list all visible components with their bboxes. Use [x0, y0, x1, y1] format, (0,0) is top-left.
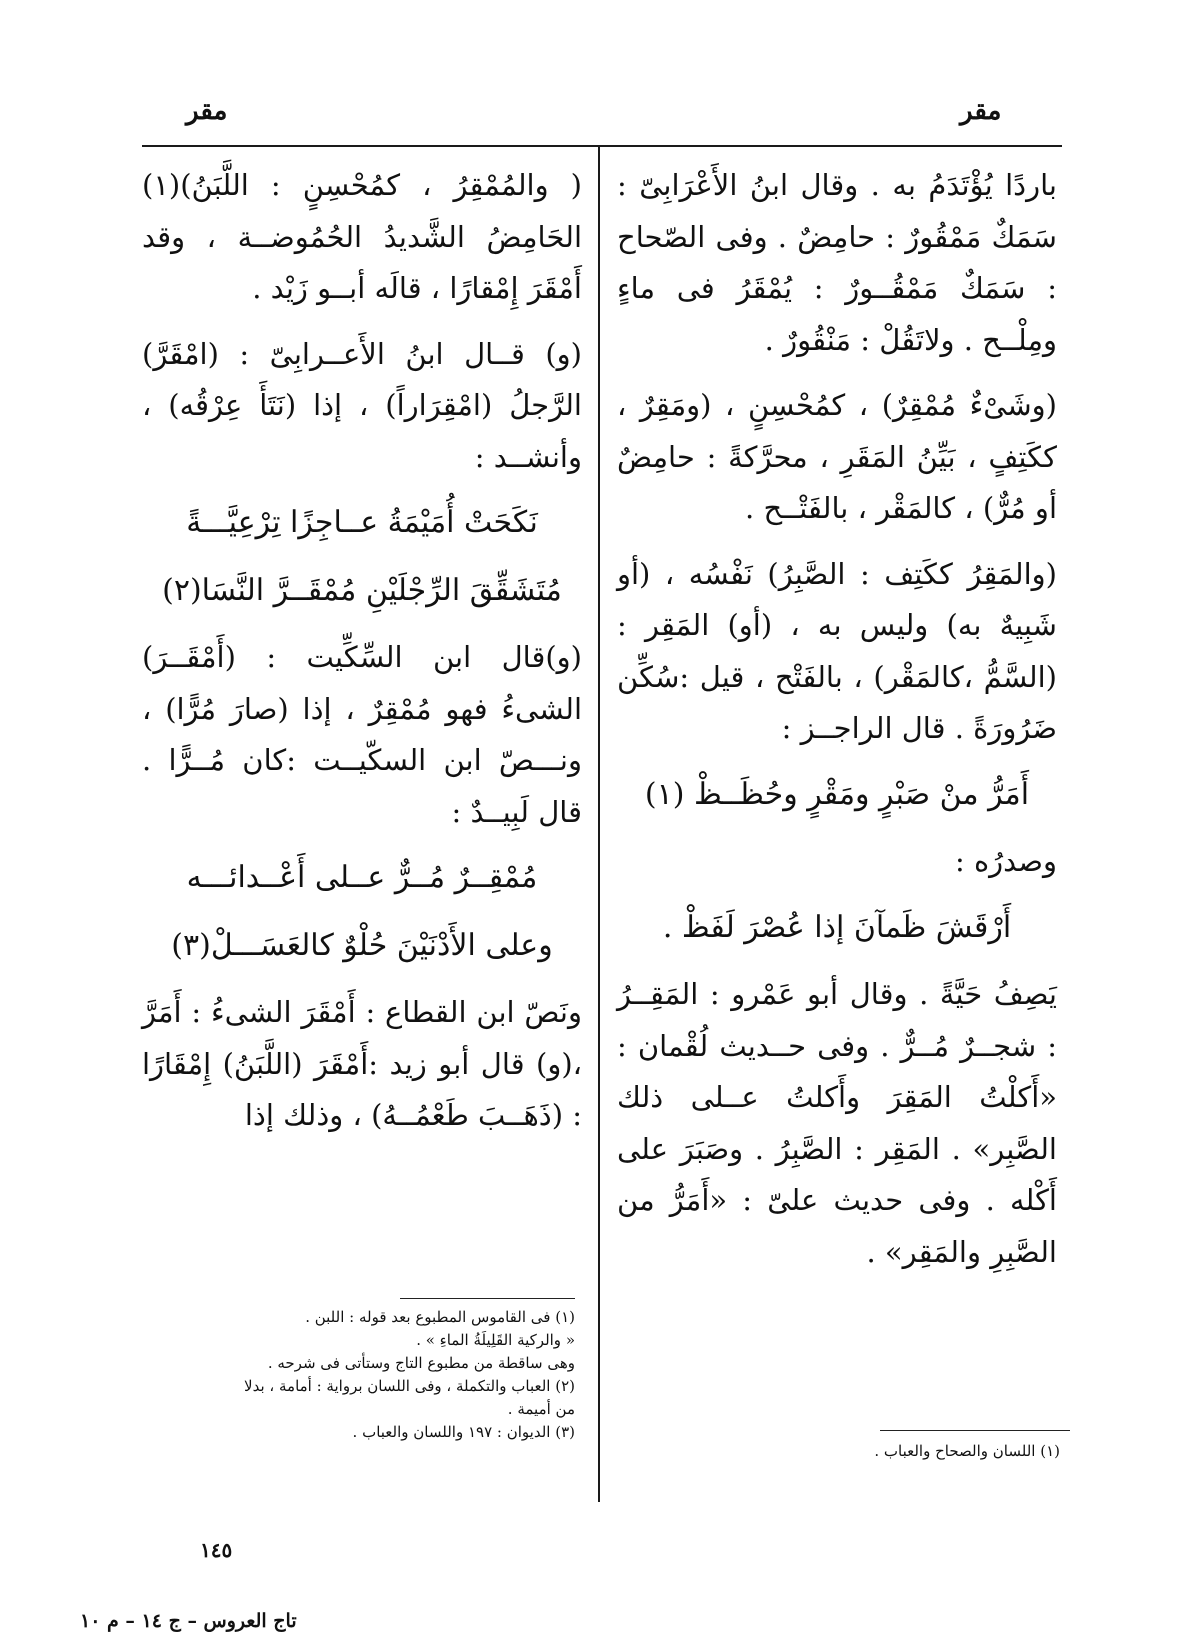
left-column [142, 160, 582, 1156]
right-verse-1: أَمَرُّ منْ صَبْرٍ ومَقْرٍ وحُظَــظْ (١) [644, 776, 1030, 812]
footnotes-left [142, 1306, 575, 1444]
right-paragraph-3: (والمَقِرُ ككَتِف : الصَّبِرُ) نَفْسُه ، (أو شَبِيهٌ به) وليس به ، (أو) المَقِر : (السَّمُّ ،كالمَقْر) ، بالفَتْح ، قيل :سُكِّن ضَرُورَةً . قال الراجــز : [617, 556, 1057, 745]
footnote-right-1: (١) اللسان والصحاح والعباب . [874, 1442, 1060, 1460]
volume-signature: تاج العروس – ج ١٤ – م ١٠ [80, 1610, 297, 1632]
left-verse-1b: مُتَشَقِّقَ الرِّجْلَيْنِ مُمْقَــرَّ النَّسَا(٢) [162, 572, 562, 608]
left-verse-1a: نَكَحَتْ أُمَيْمَةُ عــاجِزًا تِرْعِيَّـــةً [186, 505, 538, 540]
footnote-rule-left [400, 1298, 575, 1299]
right-verse-2: أَرْقَشَ ظَمآنَ إذا عُصْرَ لَفَظْ . [662, 909, 1012, 945]
right-column [617, 160, 1057, 1292]
footnotes-right [760, 1440, 1060, 1463]
footnote-rule-right [880, 1430, 1070, 1431]
left-verse-2b: وعلى الأَدْنَيْنَ حُلْوٌ كالعَسَـــلْ(٣) [171, 927, 553, 963]
running-head-right: مقر [960, 96, 1002, 126]
footnote-left-3: (٣) الديوان : ١٩٧ واللسان والعباب . [352, 1423, 575, 1441]
footnote-left-2: (٢) العباب والتكملة ، وفى اللسان برواية : أمامة ، بدلا [244, 1377, 575, 1395]
right-closing-paragraph: يَصِفُ حَيَّةً . وقال أبو عَمْرو : المَقِــرُ : شجــرٌ مُــرٌّ . وفى حــديث لُقْمان : «أَكلْتُ المَقِرَ وأَكلتُ عــلى ذلك الصَّبِر» . المَقِر : الصَّبِرُ . وصَبَرَ على أَكْله . وفى حديث علىّ : «أَمَرُّ من الصَّبِرِ والمَقِر» . [617, 977, 1057, 1269]
left-paragraph-2: (و) قــال ابنُ الأَعــرابِىّ : (امْقَرَّ) الرَّجلُ (امْقِرَاراً) ، إذا (نَتَأَ عِرْقُه) ، وأنشــد : [142, 336, 582, 474]
column-divider [598, 147, 600, 1502]
left-verse-2a: مُمْقِــرٌ مُــرٌّ عــلى أَعْــدائـــه [186, 860, 538, 895]
footnote-left-2-cont: من أميمة . [507, 1400, 575, 1418]
footnote-left-1-note: وهى ساقطة من مطبوع التاج وستأتى فى شرحه . [267, 1354, 575, 1372]
right-paragraph-1: باردًا يُؤْتَدَمُ به . وقال ابنُ الأَعْرَابِىّ : سَمَكٌ مَمْقُورٌ : حامِضٌ . وفى الصّحاح : سَمَكٌ مَمْقُــورٌ : يُمْقَرُ فى ماءٍ ومِلْــح . ولاتَقُلْ : مَنْقُورٌ . [617, 168, 1057, 357]
footnote-left-1: (١) فى القاموس المطبوع بعد قوله : اللبن . [305, 1308, 575, 1326]
left-middle-paragraph: (و)قال ابن السِّكِّيت : (أَمْقَــرَ) الشىءُ فهو مُمْقِرٌ ، إذا (صارَ مُرًّا) ، ونـــصّ ابن السكّيــت :كان مُــرًّا . قال لَبِيــدٌ : [142, 640, 582, 829]
left-closing-paragraph: ونَصّ ابن القطاع : أَمْقَرَ الشىءُ : أَمَرَّ ،(و) قال أبو زيد :أَمْقَرَ (اللَّبَنُ) إِمْقَارًا : (ذَهَــبَ طَعْمُــهُ) ، وذلك إذا [142, 995, 582, 1132]
right-paragraph-2: (وشَىْءٌ مُمْقِرٌ) ، كمُحْسِنٍ ، (ومَقِرٌ ، ككَتِفٍ ، بَيِّنُ المَقَرِ ، محرَّكةً : حامِضٌ أو مُرٌّ) ، كالمَقْر ، بالفَتْــح . [617, 388, 1057, 525]
right-verse-intro: وصدرُه : [954, 844, 1057, 878]
running-head-left: مقر [186, 96, 228, 126]
left-paragraph-1: ( والمُمْقِرُ ، كمُحْسِنٍ : اللَّبَنُ)(١) الحَامِضُ الشَّديدُ الحُمُوضــة ، وقد أَمْقَرَ إِمْقارًا ، قالَه أبــو زَيْد . [142, 168, 582, 305]
footnote-left-1-cont: « والركية القَلِيلَةُ الماءِ » . [416, 1331, 575, 1349]
header-rule [142, 145, 1062, 147]
page-number: ١٤٥ [200, 1538, 233, 1562]
